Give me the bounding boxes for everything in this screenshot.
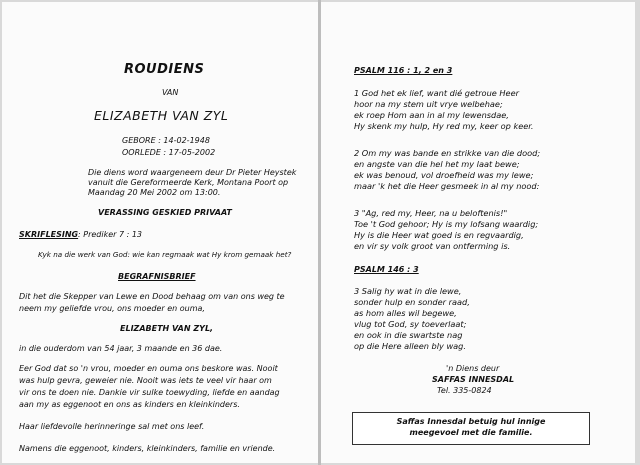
- company-name: SAFFAS INNESDAL: [432, 375, 515, 384]
- psalm146-line3: as hom alles wil begewe,: [354, 308, 457, 318]
- service-line-2: vanuit die Gereformeerde Kerk, Montana Poort op: [88, 178, 289, 187]
- birth-date: GEBORE : 14-02-1948: [122, 136, 210, 145]
- psalm116-v1-line2: hoor na my stem uit vrye welbehae;: [354, 99, 503, 109]
- van-label: VAN: [162, 88, 179, 97]
- psalm116-v1-line4: Hy skenk my hulp, Hy red my, keer op keer.: [354, 121, 534, 131]
- deceased-name-2: ELIZABETH VAN ZYL,: [120, 324, 214, 333]
- psalm116-v1-line3: ek roep Hom aan in al my lewensdae,: [354, 110, 509, 120]
- psalm146-line1: 3 Salig hy wat in die lewe,: [354, 286, 462, 296]
- letter-para1-line1: Dit het die Skepper van Lewe en Dood behaag om van ons weg te: [19, 292, 285, 301]
- psalm116-v2-line1: 2 Om my was bande en strikke van die dood;: [354, 148, 541, 158]
- memories-line: Haar liefdevolle herinneringe sal met ons leef.: [19, 422, 205, 431]
- age-line: in die ouderdom van 54 jaar, 3 maande en 36 dae.: [19, 344, 223, 353]
- title: ROUDIENS: [124, 62, 205, 77]
- psalm116-v3-line2: Toe 't God gehoor; Hy is my lofsang waardig;: [354, 219, 539, 229]
- service-line-1: Die diens word waargeneem deur Dr Pieter Heystek: [88, 168, 297, 177]
- condolence-box: [352, 412, 590, 445]
- service-line-3: Maandag 20 Mei 2002 om 13:00.: [88, 188, 221, 197]
- funeral-letter-heading: BEGRAFNISBRIEF: [118, 272, 196, 281]
- scripture-text: Kyk na die werk van God: wie kan regmaak wat Hy krom gemaak het?: [38, 250, 292, 259]
- condolence-line2: meegevoel met die familie.: [409, 428, 533, 437]
- letter-para1-line2: neem my geliefde vrou, ons moeder en ouma,: [19, 304, 205, 313]
- left-page: [2, 2, 319, 463]
- scripture-ref: : Prediker 7 : 13: [78, 230, 143, 239]
- letter-para2-line4: aan my as eggenoot en ons as kinders en kleinkinders.: [19, 400, 240, 409]
- psalm116-heading: PSALM 116 : 1, 2 en 3: [354, 66, 453, 75]
- psalm116-v2-line4: maar 'k het die Heer gesmeek in al my nood:: [354, 181, 540, 191]
- condolence-line1: Saffas Innesdal betuig hul innige: [396, 417, 546, 426]
- letter-para2-line2: was hulp gevra, geweier nie. Nooit was iets te veel vir haar om: [19, 376, 272, 385]
- psalm116-v3-line3: Hy is die Heer wat goed is en regvaardig,: [354, 230, 524, 240]
- deceased-name: ELIZABETH VAN ZYL: [94, 108, 229, 123]
- psalm146-heading: PSALM 146 : 3: [354, 265, 419, 274]
- psalm146-line6: op die Here alleen bly wag.: [354, 341, 466, 351]
- company-phone: Tel. 335-0824: [437, 386, 492, 395]
- scripture-label: SKRIFLESING: [19, 230, 79, 239]
- right-page: [321, 2, 635, 463]
- on-behalf-line: Namens die eggenoot, kinders, kleinkinders, familie en vriende.: [19, 444, 276, 453]
- psalm146-line5: en ook in die swartste nag: [354, 330, 463, 340]
- letter-para2-line3: vir ons te doen nie. Dankie vir sulke toewyding, liefde en aandag: [19, 388, 280, 397]
- service-by-label: 'n Diens deur: [446, 364, 500, 373]
- psalm146-line2: sonder hulp en sonder raad,: [354, 297, 470, 307]
- psalm116-v2-line2: en angste van die hel het my laat bewe;: [354, 159, 520, 169]
- psalm146-line4: vlug tot God, sy toeverlaat;: [354, 319, 467, 329]
- death-date: OORLEDE : 17-05-2002: [122, 148, 216, 157]
- psalm116-v1-line1: 1 God het ek lief, want dié getroue Heer: [354, 88, 519, 98]
- psalm116-v3-line4: en vir sy volk groot van ontferming is.: [354, 241, 511, 251]
- cremation-notice: VERASSING GESKIED PRIVAAT: [98, 208, 232, 217]
- letter-para2-line1: Eer God dat so 'n vrou, moeder en ouma ons beskore was. Nooit: [19, 364, 278, 373]
- psalm116-v2-line3: ek was benoud, vol droefheid was my lewe;: [354, 170, 534, 180]
- psalm116-v3-line1: 3 "Ag, red my, Heer, na u beloftenis!": [354, 208, 508, 218]
